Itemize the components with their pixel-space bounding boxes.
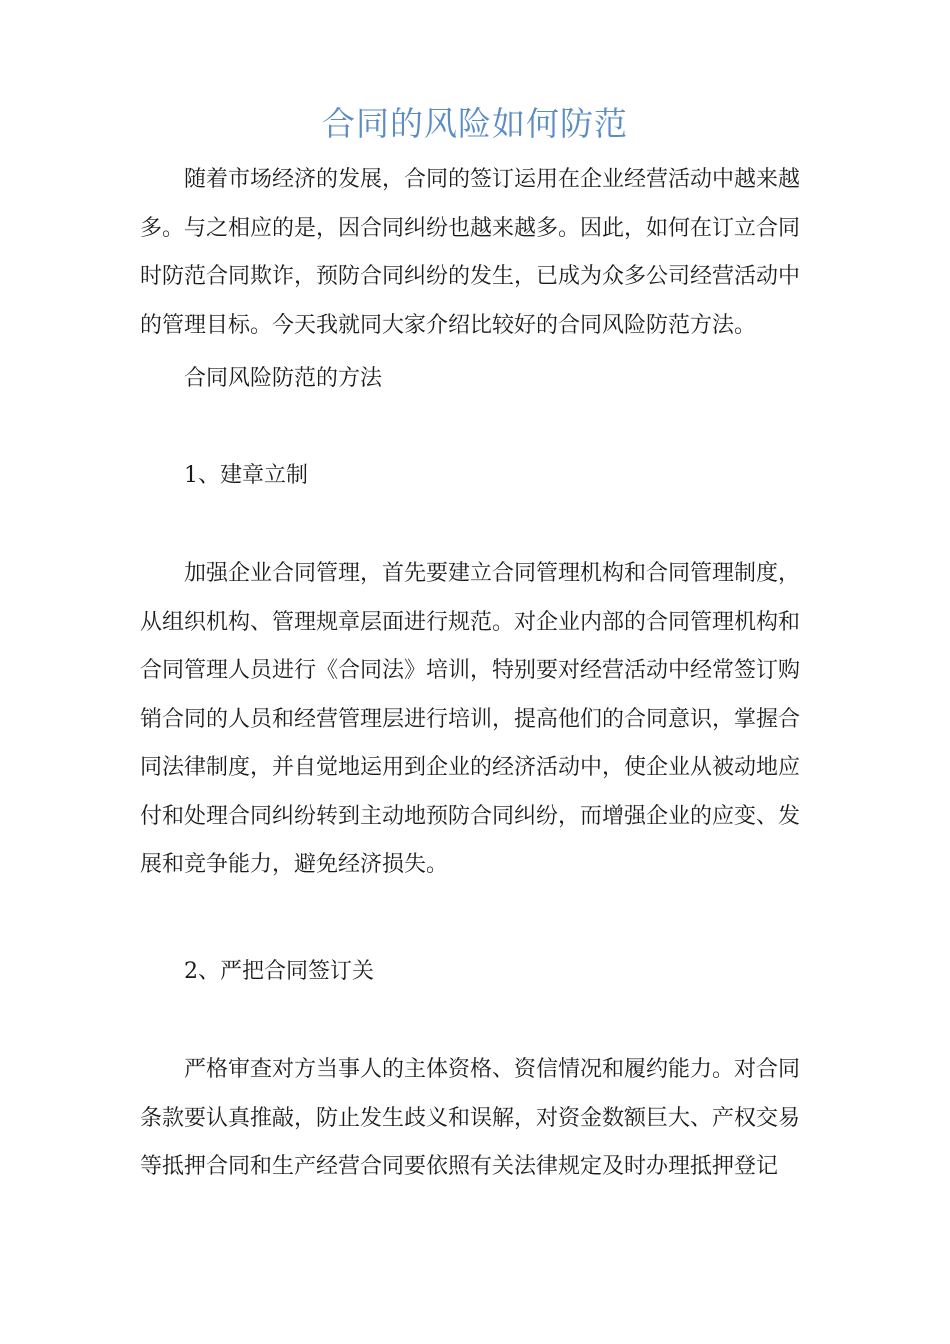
document-title: 合同的风险如何防范 (322, 104, 628, 143)
intro-paragraph: 随着市场经济的发展，合同的签订运用在企业经营活动中越来越多。与之相应的是，因合同纠纷也越来越多。因此，如何在订立合同时防范合同欺诈，预防合同纠纷的发生，已成为众多公司经营活动中的管理目标。今天我就同大家介绍比较好的合同风险防范方法。 (140, 167, 801, 338)
section2-heading: 2、严把合同签订关 (184, 959, 374, 984)
section2-paragraph: 严格审查对方当事人的主体资格、资信情况和履约能力。对合同条款要认真推敲，防止发生歧义和误解，对资金数额巨大、产权交易等抵押合同和生产经营合同要依照有关法律规定及时办理抵押登记 (140, 1057, 801, 1179)
methods-heading: 合同风险防范的方法 (184, 366, 383, 391)
section1-heading: 1、建章立制 (184, 463, 308, 488)
section1-paragraph: 加强企业合同管理，首先要建立合同管理机构和合同管理制度，从组织机构、管理规章层面进行规范。对企业内部的合同管理机构和合同管理人员进行《合同法》培训，特别要对经营活动中经常签订购销合同的人员和经营管理层进行培训，提高他们的合同意识，掌握合同法律制度，并自觉地运用到企业的经济活动中，使企业从被动地应付和处理合同纠纷转到主动地预防合同纠纷，而增强企业的应变、发展和竞争能力，避免经济损失。 (140, 561, 801, 877)
